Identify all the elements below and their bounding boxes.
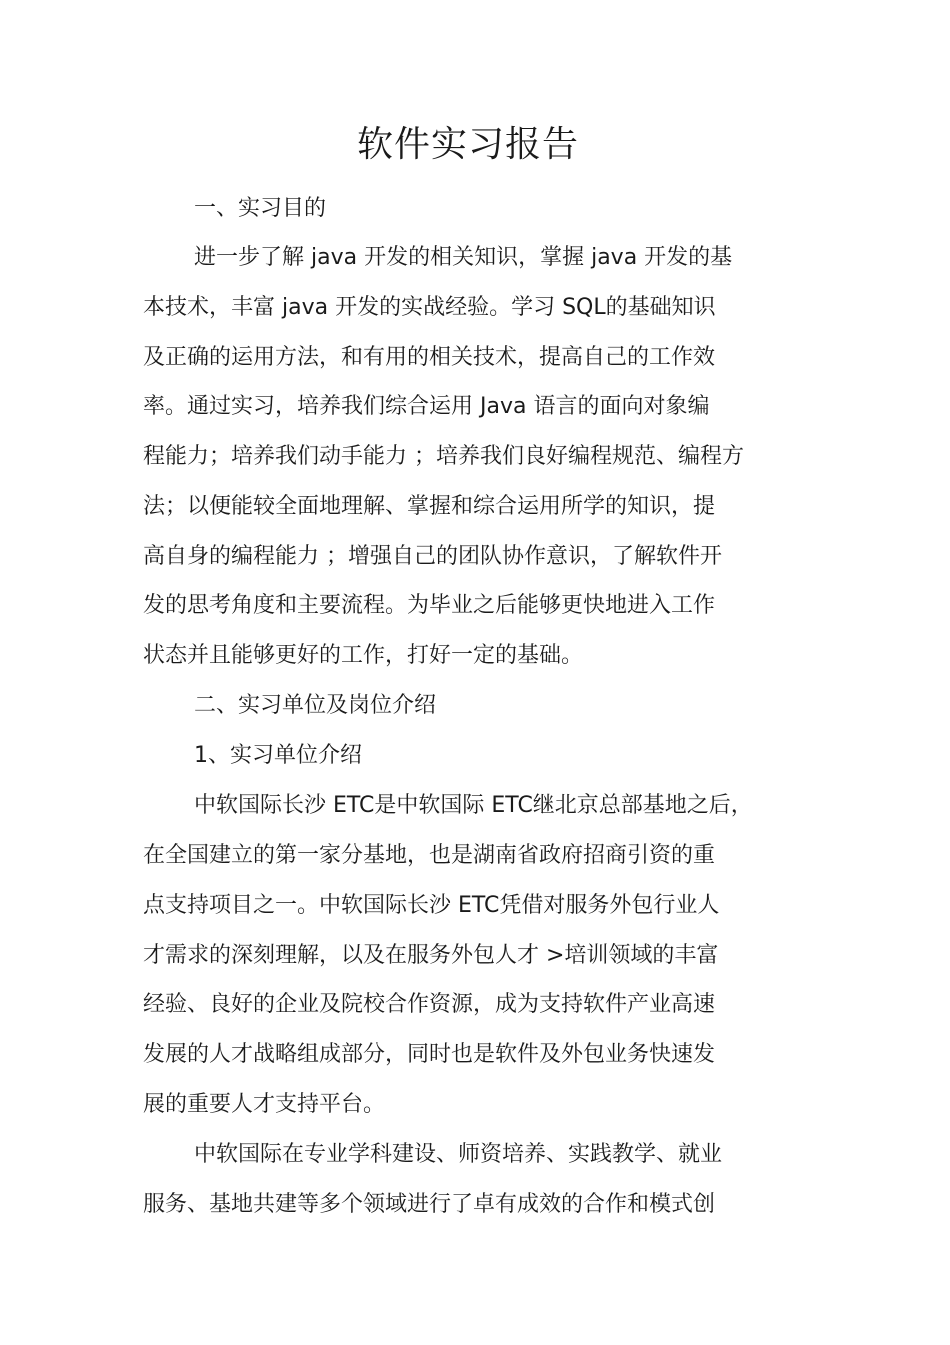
paragraph-line: 经验、良好的企业及院校合作资源，成为支持软件产业高速 — [143, 992, 716, 1017]
section-heading-2: 二、实习单位及岗位介绍 — [194, 693, 437, 718]
paragraph-line: 点支持项目之一。中软国际长沙 ETC凭借对服务外包行业人 — [143, 893, 720, 918]
paragraph-line: 中软国际长沙 ETC是中软国际 ETC继北京总部基地之后， — [194, 793, 753, 818]
section-heading-1: 一、实习目的 — [194, 196, 327, 221]
paragraph-line: 率。通过实习，培养我们综合运用 Java 语言的面向对象编 — [143, 394, 710, 419]
paragraph-line: 展的重要人才支持平台。 — [143, 1092, 386, 1117]
paragraph-line: 及正确的运用方法，和有用的相关技术，提高自己的工作效 — [143, 345, 716, 370]
paragraph-line: 发展的人才战略组成部分，同时也是软件及外包业务快速发 — [143, 1042, 716, 1067]
paragraph-line: 服务、基地共建等多个领域进行了卓有成效的合作和模式创 — [143, 1192, 716, 1217]
paragraph-line: 中软国际在专业学科建设、师资培养、实践教学、就业 — [194, 1142, 723, 1167]
paragraph-line: 本技术，丰富 java 开发的实战经验。学习 SQL的基础知识 — [143, 295, 716, 320]
paragraph-line: 高自身的编程能力 ；增强自己的团队协作意识，了解软件开 — [143, 544, 722, 569]
paragraph-line: 才需求的深刻理解，以及在服务外包人才 >培训领域的丰富 — [143, 943, 719, 968]
paragraph-line: 法；以便能较全面地理解、掌握和综合运用所学的知识，提 — [143, 494, 716, 519]
paragraph-line: 在全国建立的第一家分基地，也是湖南省政府招商引资的重 — [143, 843, 716, 868]
paragraph-line: 程能力；培养我们动手能力 ；培养我们良好编程规范、编程方 — [143, 444, 744, 469]
paragraph-line: 发的思考角度和主要流程。为毕业之后能够更快地进入工作 — [143, 593, 716, 618]
paragraph-line: 进一步了解 java 开发的相关知识，掌握 java 开发的基 — [194, 245, 733, 270]
paragraph-line: 状态并且能够更好的工作，打好一定的基础。 — [143, 643, 584, 668]
document-title: 软件实习报告 — [356, 124, 579, 165]
subsection-heading: 1、实习单位介绍 — [194, 743, 362, 768]
